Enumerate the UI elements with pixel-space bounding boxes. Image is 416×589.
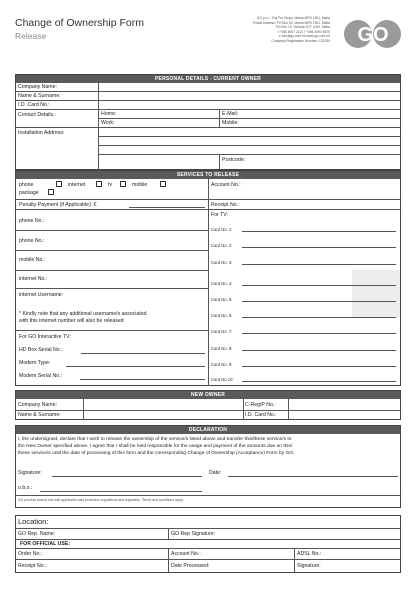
- signature-field[interactable]: [52, 476, 202, 477]
- services-heading: SERVICES TO RELEASE: [16, 171, 400, 179]
- internet-username-field[interactable]: internet Username:: [19, 292, 64, 298]
- address-line: Postal Address: PO Box 63, Marsa MRS 1501, Malta: [252, 20, 330, 25]
- office-receipt-no-field[interactable]: Receipt No.:: [18, 563, 47, 569]
- new-owner-id-label: I.D. Card No.:: [245, 412, 277, 418]
- rep-signature-label: GO Rep Signature:: [171, 531, 216, 537]
- date-field[interactable]: [228, 476, 398, 477]
- tv-checkbox[interactable]: [120, 181, 126, 187]
- rep-name-label: GO Rep. Name:: [18, 531, 56, 537]
- new-owner-company-label: Company Name:: [18, 402, 57, 408]
- go-logo: [343, 19, 403, 49]
- new-owner-heading: NEW OWNER: [16, 391, 400, 399]
- company-name-field[interactable]: [100, 83, 400, 91]
- data-protection-footnote: GO process data in line with applicable data protection regulations and legislation. Terms and conditions apply.: [18, 498, 184, 502]
- for-tv-label: For TV:: [211, 212, 229, 218]
- card-no-6-label: Card No. 6:: [211, 313, 233, 318]
- official-use-heading: FOR OFFICIAL USE:: [20, 541, 71, 547]
- address-line: Company Registration Number: C22334: [271, 38, 330, 43]
- card-no-7-label: Card No. 7:: [211, 329, 233, 334]
- card-no-10-label: Card No.10:: [211, 377, 234, 382]
- card-no-4-label: Card No. 4:: [211, 281, 233, 286]
- email-field[interactable]: E-Mail:: [222, 111, 239, 117]
- account-no-field[interactable]: Account No.:: [211, 182, 241, 188]
- phone-checkbox[interactable]: [56, 181, 62, 187]
- card-no-8-label: Card No. 8:: [211, 346, 233, 351]
- internet-checkbox[interactable]: [96, 181, 102, 187]
- go-interactive-tv-label: For GO Interactive TV:: [19, 334, 71, 340]
- form-title: Change of Ownership Form: [15, 17, 144, 29]
- postcode-field[interactable]: Postcode:: [222, 157, 246, 163]
- penalty-payment-label: Penalty Payment (if Applicable): €: [19, 202, 97, 208]
- installation-address-label: Installation Address:: [18, 130, 65, 136]
- date-label: Date:: [209, 470, 222, 476]
- work-phone-field[interactable]: Work:: [101, 120, 115, 126]
- package-option-label: package: [19, 190, 39, 196]
- id-card-field[interactable]: [100, 101, 400, 109]
- hd-box-serial-label: HD Box Serial No.:: [19, 347, 63, 353]
- company-address: [180, 16, 330, 44]
- order-no-field[interactable]: Order No.:: [18, 551, 43, 557]
- new-owner-company-field[interactable]: [85, 400, 241, 409]
- new-owner-name-label: Name & Surname:: [18, 412, 61, 418]
- location-label: Location:: [18, 517, 49, 526]
- mobile-checkbox[interactable]: [160, 181, 166, 187]
- phone-no-field[interactable]: phone No.:: [19, 218, 45, 224]
- new-owner-name-field[interactable]: [85, 411, 241, 420]
- company-name-label: Company Name:: [18, 84, 57, 90]
- address-line: t +356 8007 2121 f +356 2594 5876: [277, 29, 330, 34]
- mobile-field[interactable]: Mobile:: [222, 120, 239, 126]
- name-surname-field[interactable]: [100, 92, 400, 100]
- logo-text: GO: [357, 24, 389, 46]
- declaration-text-3: these service/s until the date of processing of this form and the corresponding Change of Ownership (Acceptance) Form by GO.: [18, 451, 295, 456]
- card-no-5-label: Card No. 5:: [211, 297, 233, 302]
- personal-details-heading: PERSONAL DETAILS - CURRENT OWNER: [16, 75, 400, 83]
- internet-no-field[interactable]: internet No.:: [19, 276, 48, 282]
- adsl-no-field[interactable]: ADSL No.:: [297, 551, 322, 557]
- package-checkbox[interactable]: [48, 189, 54, 195]
- phone-no-2-field[interactable]: phone No.:: [19, 238, 45, 244]
- obo-field[interactable]: [40, 491, 202, 492]
- mobile-option-label: mobile: [132, 182, 148, 188]
- username-note-line-2: with this internet number will also be released: [19, 318, 124, 324]
- modem-serial-label: Modem Serial No.:: [19, 373, 62, 379]
- home-phone-field[interactable]: Home:: [101, 111, 117, 117]
- date-processed-field[interactable]: Date Processed:: [171, 563, 210, 569]
- form-subtitle: Release: [15, 31, 47, 41]
- phone-option-label: phone: [19, 182, 34, 188]
- office-account-no-field[interactable]: Account No.:: [171, 551, 201, 557]
- mobile-no-field[interactable]: mobile No.:: [19, 257, 46, 263]
- card-no-1-label: Card No. 1:: [211, 227, 233, 232]
- declaration-text-1: I, the undersigned, declare that I wish to release the ownership of the service/s listed above and transfer this/these service/s to: [18, 437, 292, 442]
- installation-address-field[interactable]: [100, 128, 400, 154]
- id-card-label: I.D. Card No.:: [18, 102, 50, 108]
- contact-details-label: Contact Details.:: [18, 112, 57, 118]
- obo-label: o.b.o.:: [18, 485, 33, 491]
- card-no-9-label: Card No. 9:: [211, 362, 233, 367]
- new-owner-id-field[interactable]: [290, 411, 400, 420]
- declaration-heading: DECLARATION: [16, 426, 400, 434]
- receipt-no-field[interactable]: Receipt No.:: [211, 202, 240, 208]
- name-surname-label: Name & Surname:: [18, 93, 61, 99]
- creg-field[interactable]: [290, 400, 400, 409]
- address-line: e info@go.com.mt www.go.com.mt: [279, 34, 330, 39]
- card-no-2-label: Card No. 2:: [211, 243, 233, 248]
- modem-type-label: Modem Type:: [19, 360, 51, 366]
- username-note-line-1: * Kindly note that any additional username/s associated: [19, 311, 147, 317]
- address-line: GO p.l.c., Triq Fra Diegu, Marsa MRS 1501, Malta: [256, 16, 330, 20]
- internet-option-label: internet: [68, 182, 86, 188]
- tv-option-label: tv: [108, 182, 113, 188]
- office-signature-field[interactable]: Signature:: [297, 563, 321, 569]
- signature-label: Signature:: [18, 470, 42, 476]
- card-no-3-label: Card No. 3:: [211, 260, 233, 265]
- declaration-text-2: the New Owner specified above. I agree that I shall be held responsible for the usage and payment of the amounts due on this/: [18, 444, 293, 449]
- address-line: PO Box 13, Victoria VCT 1000, Malta: [275, 25, 330, 30]
- creg-label: C-Reg/P No.:: [245, 402, 276, 408]
